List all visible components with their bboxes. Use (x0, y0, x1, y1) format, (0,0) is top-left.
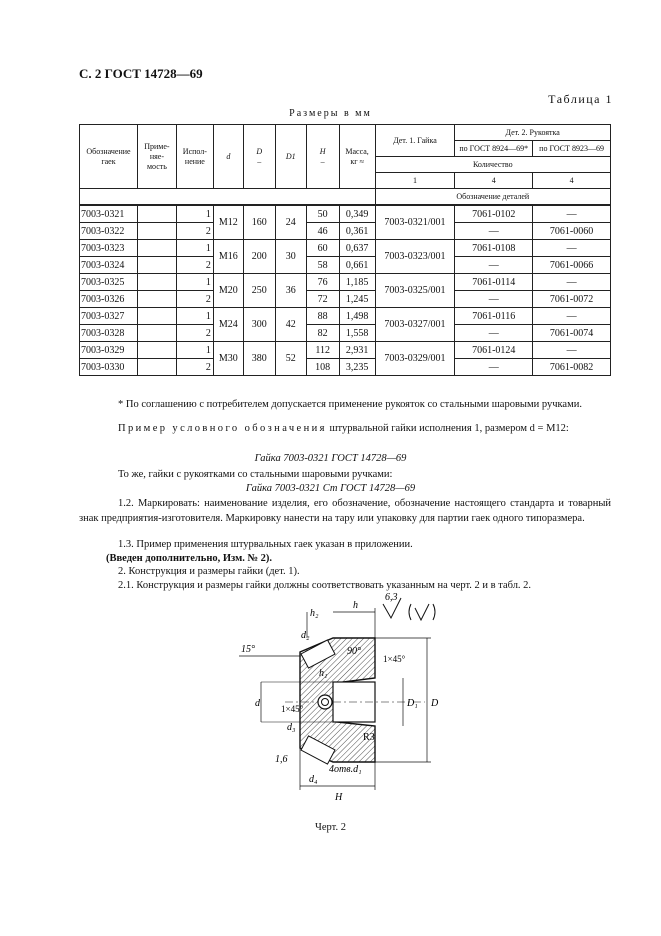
table-cell: 7003-0325/001 (375, 274, 455, 308)
table-cell (137, 223, 176, 240)
table-cell: 1 (176, 308, 213, 325)
table-cell: 160 (243, 205, 275, 240)
angle15-label: 15° (241, 644, 255, 655)
col-part2: Дет. 2. Рукоятка (455, 125, 611, 141)
table-row (80, 308, 611, 325)
table-row (80, 274, 611, 291)
table-cell: 300 (243, 308, 275, 342)
sizes-label: Размеры в мм (289, 108, 372, 119)
table-cell: 7061-0072 (533, 291, 611, 308)
col-gost2: по ГОСТ 8923—69 (533, 141, 611, 157)
table-cell: 0,661 (339, 257, 375, 274)
table-cell: — (455, 257, 533, 274)
quantity-2: 4 (455, 173, 533, 189)
table-cell: 3,235 (339, 359, 375, 376)
col-applicability: Приме-няе-мость (137, 125, 176, 189)
dim16-label: 1,6 (275, 754, 288, 765)
table-cell: — (533, 205, 611, 223)
table-cell: 72 (306, 291, 339, 308)
table-cell: 7003-0321 (80, 205, 138, 223)
d2-label: d₂ (301, 630, 310, 641)
table-cell (137, 308, 176, 325)
table-cell (137, 325, 176, 342)
table-cell: 36 (275, 274, 306, 308)
table-cell: 7003-0324 (80, 257, 138, 274)
table-cell: 7061-0060 (533, 223, 611, 240)
example-lead: Пример условного обозначения (118, 423, 327, 434)
table-cell: — (455, 325, 533, 342)
table-cell: M30 (213, 342, 243, 376)
example-text: штурвальной гайки исполнения 1, размером d = M12: (326, 423, 569, 434)
table-cell: 7003-0322 (80, 223, 138, 240)
table-cell: 0,637 (339, 240, 375, 257)
table-cell: 1 (176, 205, 213, 223)
table-cell: 1,185 (339, 274, 375, 291)
dimensions-table (79, 124, 611, 376)
table-row (80, 257, 611, 274)
table-cell: 7003-0327 (80, 308, 138, 325)
paragraph-2-1: 2.1. Конструкция и размеры гайки должны соответствовать указанным на черт. 2 и в табл. 2. (118, 580, 532, 591)
table-cell: 82 (306, 325, 339, 342)
table-cell: 112 (306, 342, 339, 359)
table-row (80, 325, 611, 342)
table-cell: 7003-0321/001 (375, 205, 455, 240)
quantity-3: 4 (533, 173, 611, 189)
h-label: h (353, 600, 358, 611)
chamfer-top-label: 1×45° (383, 654, 406, 664)
table-cell (137, 240, 176, 257)
figure-caption: Черт. 2 (315, 822, 346, 833)
col-designation: Обозначение гаек (80, 125, 138, 189)
table-row (80, 205, 611, 223)
table-cell: M20 (213, 274, 243, 308)
table-cell: 76 (306, 274, 339, 291)
table-cell: 2 (176, 291, 213, 308)
table-cell: 58 (306, 257, 339, 274)
table-cell: 7003-0330 (80, 359, 138, 376)
col-gost1: по ГОСТ 8924—69* (455, 141, 533, 157)
table-cell: 200 (243, 240, 275, 274)
table-cell: 7061-0102 (455, 205, 533, 223)
table-cell: 50 (306, 205, 339, 223)
table-cell: 2 (176, 325, 213, 342)
amendment-note: (Введен дополнительно, Изм. № 2). (106, 553, 273, 564)
example-paragraph (79, 421, 611, 436)
table-cell: 24 (275, 205, 306, 240)
table-cell: M12 (213, 205, 243, 240)
footnote: * По соглашению с потребителем допускается применение рукояток со стальными шаровыми ручками. (118, 399, 582, 410)
table-row (80, 359, 611, 376)
table-row (80, 291, 611, 308)
col-D1: D1 (275, 125, 306, 189)
table-cell: 7061-0082 (533, 359, 611, 376)
table-cell: 380 (243, 342, 275, 376)
D-label: D (431, 698, 439, 709)
nut-drawing (225, 590, 465, 820)
table-cell: 1,498 (339, 308, 375, 325)
table-cell: — (533, 240, 611, 257)
H-label: H (335, 792, 343, 803)
table-row (80, 342, 611, 359)
table-label: Таблица 1 (548, 92, 613, 106)
table-cell: 7003-0323 (80, 240, 138, 257)
table-cell: 7003-0326 (80, 291, 138, 308)
table-cell: 7061-0114 (455, 274, 533, 291)
table-cell: 7061-0116 (455, 308, 533, 325)
table-cell: 1,245 (339, 291, 375, 308)
table-cell: 88 (306, 308, 339, 325)
table-cell: M16 (213, 240, 243, 274)
example-code-2: Гайка 7003-0321 Ст ГОСТ 14728—69 (245, 483, 416, 494)
table-cell: 46 (306, 223, 339, 240)
quantity-1: 1 (375, 173, 455, 189)
table-cell: 2,931 (339, 342, 375, 359)
table-cell: 2 (176, 359, 213, 376)
table-row (80, 240, 611, 257)
d3-label: d₃ (287, 722, 296, 733)
table-cell (137, 342, 176, 359)
col-D: D – (243, 125, 275, 189)
table-cell: 0,361 (339, 223, 375, 240)
table-cell: 60 (306, 240, 339, 257)
same-as-text: То же, гайки с рукоятками со стальными шаровыми ручками: (118, 469, 393, 480)
table-cell: 7061-0124 (455, 342, 533, 359)
table-cell: 7061-0074 (533, 325, 611, 342)
table-cell: — (533, 308, 611, 325)
paragraph-2: 2. Конструкция и размеры гайки (дет. 1). (118, 566, 300, 577)
h1-label: h₁ (319, 668, 328, 679)
table-cell (137, 359, 176, 376)
table-cell: 52 (275, 342, 306, 376)
table-row (80, 223, 611, 240)
table-cell (137, 291, 176, 308)
col-d: d (213, 125, 243, 189)
roughness-label: 6,3 (385, 592, 398, 603)
table-cell: 1 (176, 342, 213, 359)
table-cell: 7003-0325 (80, 274, 138, 291)
table-cell: 2 (176, 223, 213, 240)
R3-label: R3 (363, 732, 375, 743)
table-cell: 42 (275, 308, 306, 342)
table-cell: 1 (176, 240, 213, 257)
table-cell: M24 (213, 308, 243, 342)
table-cell: 2 (176, 257, 213, 274)
d4-label: d₄ (309, 774, 318, 785)
col-execution: Испол-нение (176, 125, 213, 189)
table-cell: 108 (306, 359, 339, 376)
table-cell (137, 205, 176, 223)
col-part-designation: Обозначение деталей (375, 189, 610, 206)
table-cell (137, 257, 176, 274)
table-cell: — (455, 291, 533, 308)
D1-label: D₁ (407, 698, 418, 709)
table-cell (137, 274, 176, 291)
table-cell: 1 (176, 274, 213, 291)
table-cell: 7061-0066 (533, 257, 611, 274)
h2-label: h₂ (310, 608, 319, 619)
table-cell: 1,558 (339, 325, 375, 342)
table-cell: 7003-0329/001 (375, 342, 455, 376)
table-cell: 30 (275, 240, 306, 274)
table-cell: — (533, 342, 611, 359)
page-header: С. 2 ГОСТ 14728—69 (79, 66, 203, 81)
col-part1: Дет. 1. Гайка (375, 125, 455, 157)
table-cell: 250 (243, 274, 275, 308)
col-mass: Масса, кг ≈ (339, 125, 375, 189)
table-cell: — (455, 223, 533, 240)
paragraph-1-3: 1.3. Пример применения штурвальных гаек указан в приложении. (118, 539, 413, 550)
table-cell: — (455, 359, 533, 376)
chamfer-left-label: 1×45° (281, 704, 304, 714)
example-code: Гайка 7003-0321 ГОСТ 14728—69 (254, 453, 407, 464)
table-cell: 0,349 (339, 205, 375, 223)
col-quantity: Количество (375, 157, 610, 173)
table-cell: 7003-0328 (80, 325, 138, 342)
table-cell: 7003-0327/001 (375, 308, 455, 342)
table-cell: 7061-0108 (455, 240, 533, 257)
col-H: H – (306, 125, 339, 189)
holes-label: 4отв.d₁ (329, 764, 362, 775)
angle90-label: 90° (347, 646, 361, 657)
paragraph-1-2: 1.2. Маркировать: наименование изделия, его обозначение, обозначение настоящего стандарта и товарный знак предприятия-изготовителя. Маркировку нанести на тару или упаковку для партии гаек одного типоразмера. (79, 498, 611, 524)
table-cell: — (533, 274, 611, 291)
table-cell: 7003-0329 (80, 342, 138, 359)
table-cell: 7003-0323/001 (375, 240, 455, 274)
d-label: d (255, 698, 260, 709)
